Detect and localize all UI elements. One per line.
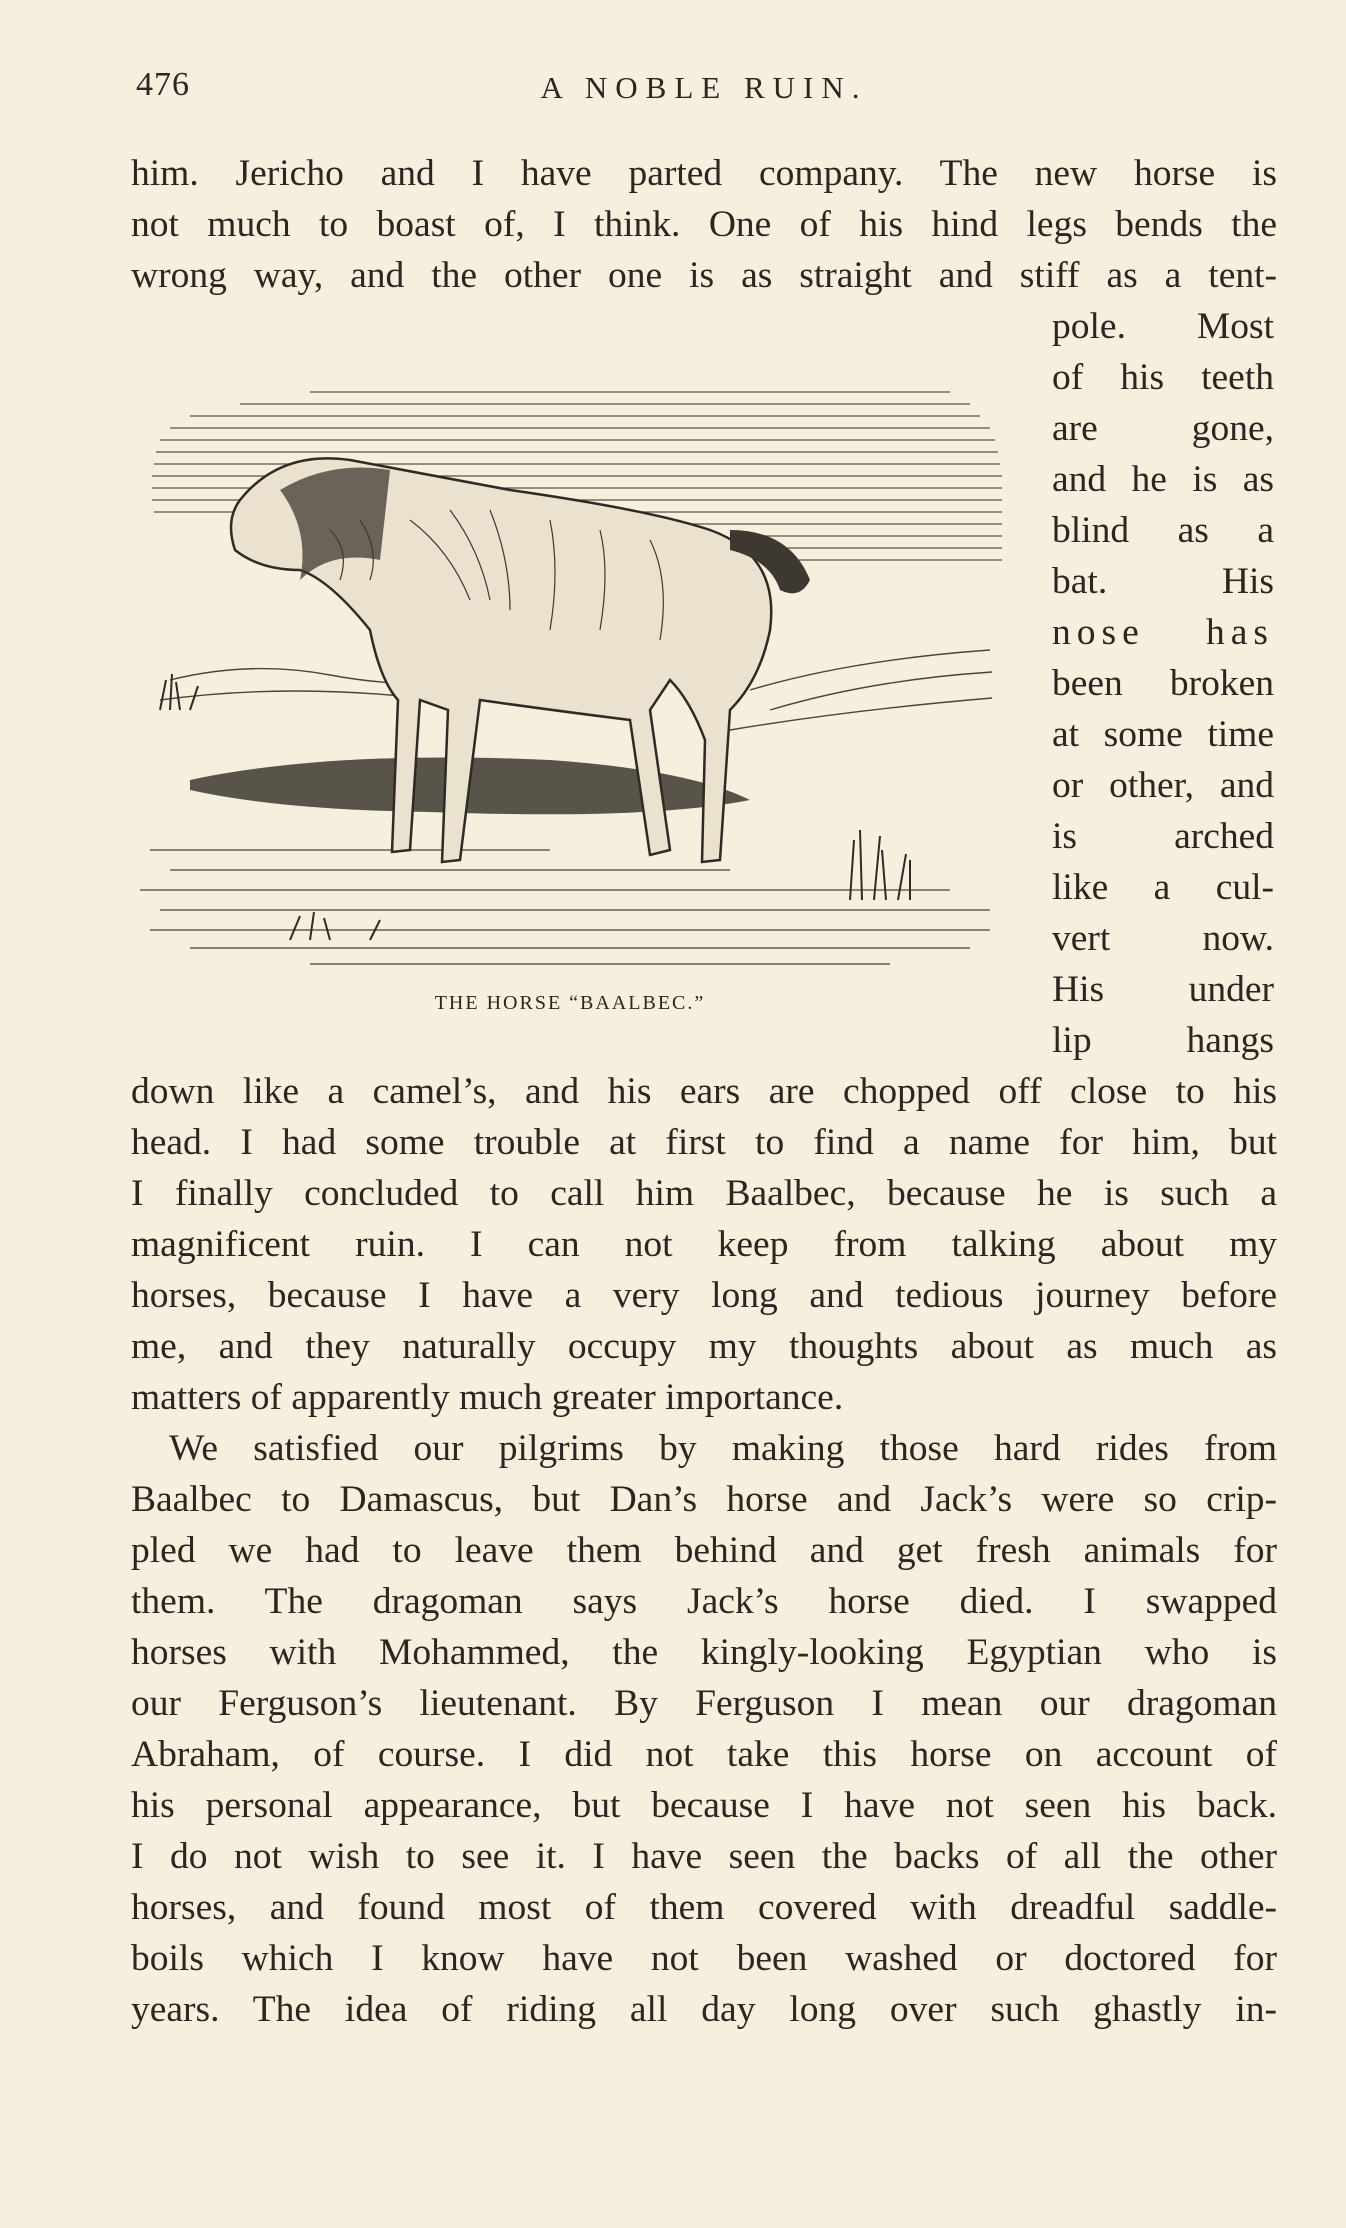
side-text-line: nose has — [1052, 612, 1274, 653]
text-line: pled we had to leave them behind and get fresh animals for — [131, 1530, 1277, 1571]
text-line: me, and they naturally occupy my thoughts about as much as — [131, 1326, 1277, 1367]
text-line: him. Jericho and I have parted company. The new horse is — [131, 153, 1277, 194]
horse-engraving-image — [130, 380, 1010, 990]
horse-illustration — [130, 380, 1010, 1020]
text-line: matters of apparently much greater importance. — [131, 1377, 844, 1418]
paragraph-start-line: We satisfied our pilgrims by making those hard rides from — [169, 1428, 1277, 1469]
running-head: A NOBLE RUIN. — [540, 70, 868, 105]
text-line: them. The dragoman says Jack’s horse died. I swapped — [131, 1581, 1277, 1622]
text-line: his personal appearance, but because I have not seen his back. — [131, 1785, 1277, 1826]
text-line: Baalbec to Damascus, but Dan’s horse and Jack’s were so crip- — [131, 1479, 1277, 1520]
side-text-line: of his teeth — [1052, 357, 1274, 398]
side-text-line: His under — [1052, 969, 1274, 1010]
side-text-line: blind as a — [1052, 510, 1274, 551]
side-text-line: at some time — [1052, 714, 1274, 755]
side-text-line: and he is as — [1052, 459, 1274, 500]
side-text-line: pole. Most — [1052, 306, 1274, 347]
text-line: I finally concluded to call him Baalbec, because he is such a — [131, 1173, 1277, 1214]
text-line: years. The idea of riding all day long over such ghastly in- — [131, 1989, 1277, 2030]
side-text-line: lip hangs — [1052, 1020, 1274, 1061]
text-line: Abraham, of course. I did not take this horse on account of — [131, 1734, 1277, 1775]
text-line: I do not wish to see it. I have seen the backs of all the other — [131, 1836, 1277, 1877]
side-text-line: bat. His — [1052, 561, 1274, 602]
text-line: down like a camel’s, and his ears are chopped off close to his — [131, 1071, 1277, 1112]
text-line: wrong way, and the other one is as straight and stiff as a tent- — [131, 255, 1277, 296]
side-text-line: like a cul- — [1052, 867, 1274, 908]
figure-caption: THE HORSE “BAALBEC.” — [434, 992, 706, 1014]
side-text-line: or other, and — [1052, 765, 1274, 806]
text-line: horses, because I have a very long and tedious journey before — [131, 1275, 1277, 1316]
side-text-line: are gone, — [1052, 408, 1274, 449]
text-line: not much to boast of, I think. One of his hind legs bends the — [131, 204, 1277, 245]
page-number: 476 — [136, 66, 190, 103]
text-line: magnificent ruin. I can not keep from talking about my — [131, 1224, 1277, 1265]
text-line: horses with Mohammed, the kingly-looking Egyptian who is — [131, 1632, 1277, 1673]
text-line: boils which I know have not been washed or doctored for — [131, 1938, 1277, 1979]
ground-hatching — [140, 850, 990, 964]
page-header — [134, 66, 1274, 116]
side-text-line: been broken — [1052, 663, 1274, 704]
text-line: horses, and found most of them covered with dreadful saddle- — [131, 1887, 1277, 1928]
side-text-line: vert now. — [1052, 918, 1274, 959]
text-line: our Ferguson’s lieutenant. By Ferguson I mean our dragoman — [131, 1683, 1277, 1724]
text-line: head. I had some trouble at first to find a name for him, but — [131, 1122, 1277, 1163]
side-text-line: is arched — [1052, 816, 1274, 857]
